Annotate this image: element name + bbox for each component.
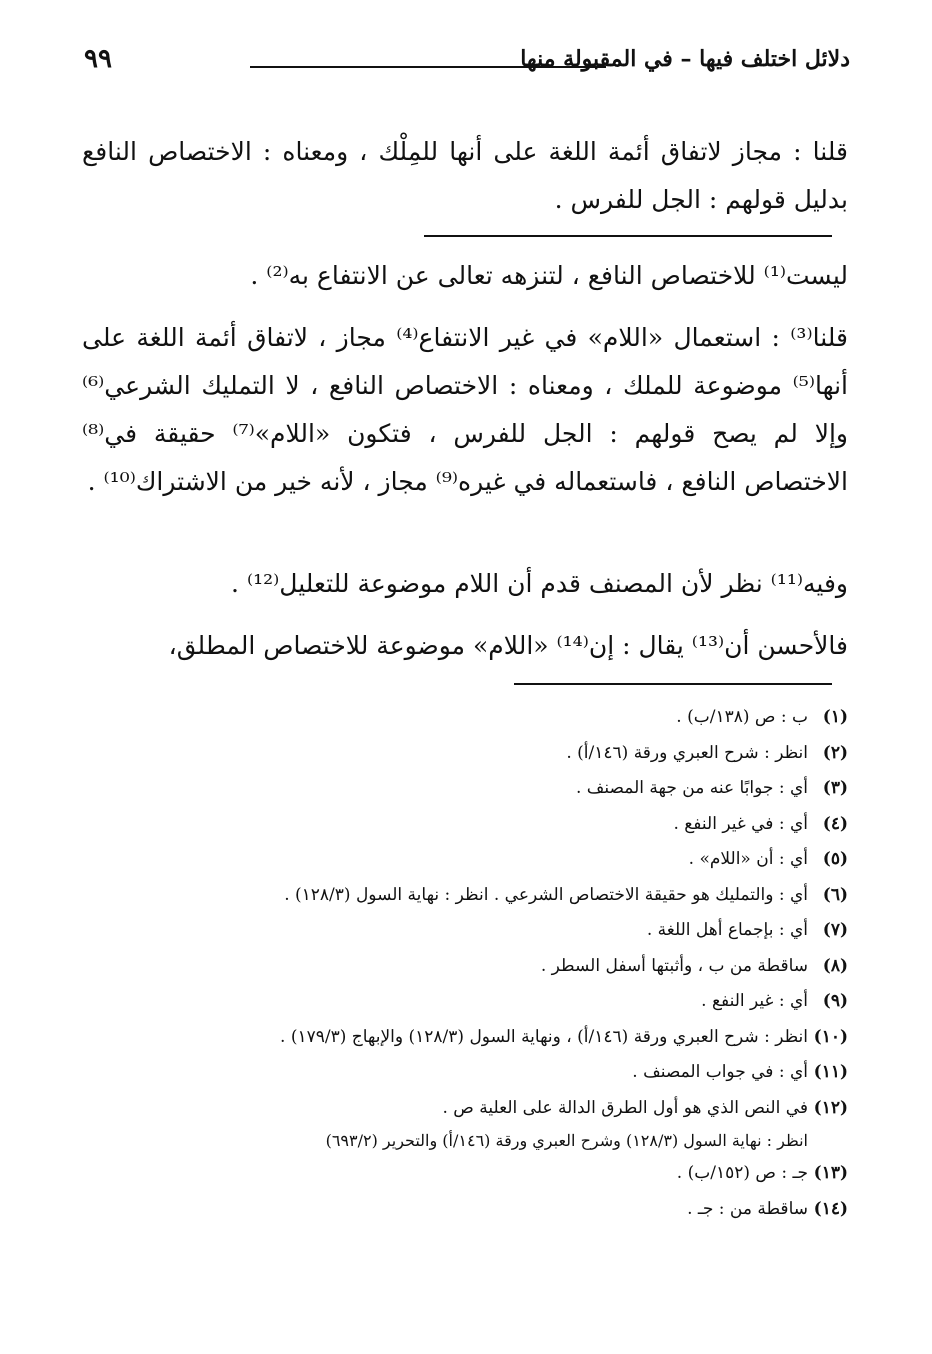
footnote: [68, 1192, 848, 1228]
footnote-number: (٥): [822, 849, 848, 869]
footnote: [68, 807, 848, 843]
footnote-number: (٧): [822, 920, 848, 940]
paragraph-4: وفيه⁽¹¹⁾ نظر لأن المصنف قدم أن اللام موضوعة للتعليل⁽¹²⁾ .: [231, 569, 848, 598]
footnote-text: جـ : ص (١٥٢/ب) .: [676, 1163, 808, 1183]
footnote-number: (٦): [822, 884, 848, 905]
footnote-number: (٩): [822, 991, 848, 1011]
footnote-text: أي : بإجماع أهل اللغة .: [646, 920, 808, 940]
footnote-number: (١٢): [813, 1097, 848, 1118]
footnote-text: انظر : شرح العبري ورقة (١٤٦/أ) .: [566, 742, 808, 763]
footnote-number: (١٠): [813, 1026, 848, 1047]
footnote-text: ب : ص (١٣٨/ب) .: [676, 707, 808, 727]
footnote-text: أي : جوابًا عنه من جهة المصنف .: [575, 778, 808, 798]
footnote-text: أي : والتمليك هو حقيقة الاختصاص الشرعي . انظر : نهاية السول (١٢٨/٣) .: [284, 884, 808, 905]
paragraph-2: ليست⁽¹⁾ للاختصاص النافع ، لتنزهه تعالى عن الانتفاع به⁽²⁾ .: [250, 261, 848, 290]
section-rule: [424, 235, 832, 237]
footnote: [68, 949, 848, 985]
footnotes-list: [68, 700, 848, 1227]
footnote: [68, 736, 848, 772]
footnote-number: (٤): [822, 813, 848, 834]
footnote: [68, 1156, 848, 1192]
footnote-text: ساقطة من ب ، وأثبتها أسفل السطر .: [540, 955, 808, 976]
footnote-separator: [514, 683, 832, 685]
footnote-number: (١٤): [813, 1198, 848, 1219]
footnote-text: انظر : شرح العبري ورقة (١٤٦/أ) ، ونهاية السول (١٢٨/٣) والإبهاج (١٧٩/٣) .: [280, 1026, 808, 1047]
header-rule: [250, 66, 606, 68]
footnote: [68, 984, 848, 1020]
footnote: [68, 771, 848, 807]
footnote-number: (٢): [822, 742, 848, 763]
footnote-number: (١٣): [813, 1163, 848, 1183]
footnote-text: أي : أن «اللام» .: [688, 849, 808, 869]
footnote-text: في النص الذي هو أول الطرق الدالة على العلية ص .: [442, 1097, 808, 1118]
footnote: [68, 700, 848, 736]
paragraph-5: فالأحسن أن⁽¹³⁾ يقال : إن⁽¹⁴⁾ «اللام» موضوعة للاختصاص المطلق،: [168, 631, 848, 660]
running-header: [84, 44, 850, 84]
footnote-text: ساقطة من : جـ .: [687, 1198, 808, 1219]
footnote: [68, 878, 848, 914]
footnote: [68, 913, 848, 949]
footnote-text: أي : في جواب المصنف .: [632, 1062, 808, 1082]
footnote: [68, 1091, 848, 1127]
footnote-text: أي : في غير النفع .: [673, 813, 808, 834]
paragraph-1: قلنا : مجاز لاتفاق أئمة اللغة على أنها للمِلْك ، ومعناه : الاختصاص النافع بدليل قولهم : الجل للفرس .: [82, 137, 848, 214]
footnote-number: (١): [822, 707, 848, 727]
footnote-number: (٣): [822, 778, 848, 798]
footnote: [68, 1020, 848, 1056]
footnote-continuation: انظر : نهاية السول (١٢٨/٣) وشرح العبري ورقة (١٤٦/أ) والتحرير (٦٩٣/٢): [325, 1131, 808, 1150]
page-number: ٩٩: [84, 44, 112, 74]
paragraph-3: قلنا⁽³⁾ : استعمال «اللام» في غير الانتفاع⁽⁴⁾ مجاز ، لاتفاق أئمة اللغة على أنها⁽⁵⁾ موضوعة للملك ، ومعناه : الاختصاص النافع ، لا التمليك الشرعي⁽⁶⁾ وإلا لم يصح قولهم : الجل للفرس ، فتكون «اللام»⁽⁷⁾ حقيقة في⁽⁸⁾ الاختصاص النافع ، فاستعماله في غيره⁽⁹⁾ مجاز ، لأنه خير من الاشتراك⁽¹⁰⁾ .: [82, 323, 849, 496]
footnote-text: أي : غير النفع .: [701, 991, 808, 1011]
footnote-number: (١١): [813, 1062, 848, 1082]
footnote-number: (٨): [822, 955, 848, 976]
footnote: [68, 842, 848, 878]
footnote: [68, 1055, 848, 1091]
running-title: دلائل اختلف فيها – في المقبولة منها: [520, 46, 850, 72]
